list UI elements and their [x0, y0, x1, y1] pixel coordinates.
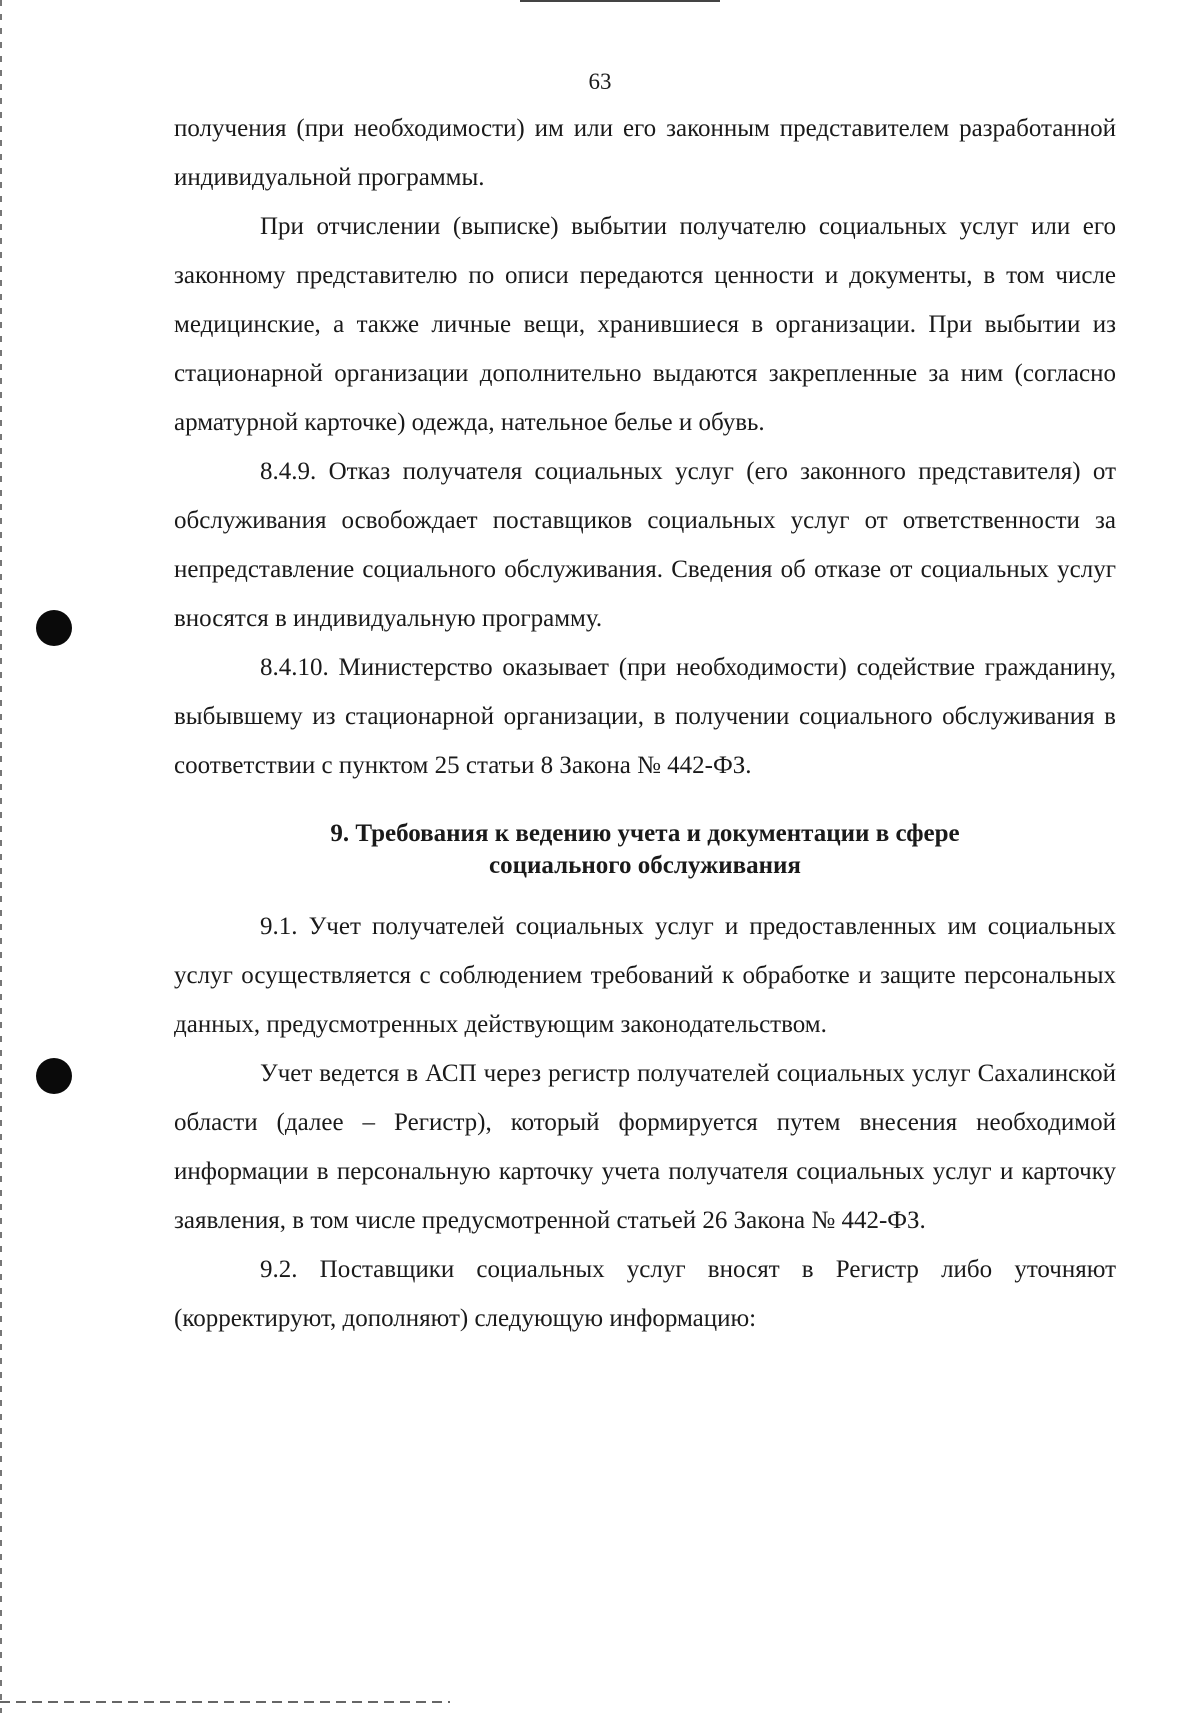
scan-bottom-edge: [0, 1701, 450, 1703]
section-heading: [174, 818, 1116, 882]
section-heading-line-2: социального обслуживания: [489, 852, 801, 879]
page-number: 63: [588, 69, 612, 94]
punch-hole-mark: [36, 610, 72, 646]
paragraph-continuation: получения (при необходимости) им или его законным представителем разработанной индивидуальной программы.: [174, 115, 1116, 191]
paragraph-9-1: 9.1. Учет получателей социальных услуг и предоставленных им социальных услуг осуществляется с соблюдением требований к обработке и защите персональных данных, предусмотренных действующим законодательством.: [174, 913, 1116, 1038]
document-body: [174, 104, 1116, 1343]
paragraph-discharge-valuables: При отчислении (выписке) выбытии получателю социальных услуг или его законному представителю по описи передаются ценности и документы, в том числе медицинские, а также личные вещи, хранившиеся в организации. При выбытии из стационарной организации дополнительно выдаются закрепленные за ним (согласно арматурной карточке) одежда, нательное белье и обувь.: [174, 213, 1116, 436]
section-heading-line-1: 9. Требования к ведению учета и документации в сфере: [330, 820, 960, 847]
paragraph-register: Учет ведется в АСП через регистр получателей социальных услуг Сахалинской области (далее – Регистр), который формируется путем внесения необходимой информации в персональную карточку учета получателя социальных услуг и карточку заявления, в том числе предусмотренной статьей 26 Закона № 442-ФЗ.: [174, 1060, 1116, 1234]
scan-top-mark: [520, 0, 720, 2]
scan-left-edge: [0, 0, 2, 1713]
paragraph-8-4-9: 8.4.9. Отказ получателя социальных услуг (его законного представителя) от обслуживания освобождает поставщиков социальных услуг от ответственности за непредставление социального обслуживания. Сведения об отказе от социальных услуг вносятся в индивидуальную программу.: [174, 458, 1116, 632]
punch-hole-mark: [36, 1058, 72, 1094]
paragraph-8-4-10: 8.4.10. Министерство оказывает (при необходимости) содействие гражданину, выбывшему из стационарной организации, в получении социального обслуживания в соответствии с пунктом 25 статьи 8 Закона № 442-ФЗ.: [174, 654, 1116, 779]
paragraph-9-2: 9.2. Поставщики социальных услуг вносят в Регистр либо уточняют (корректируют, дополняют) следующую информацию:: [174, 1256, 1116, 1332]
